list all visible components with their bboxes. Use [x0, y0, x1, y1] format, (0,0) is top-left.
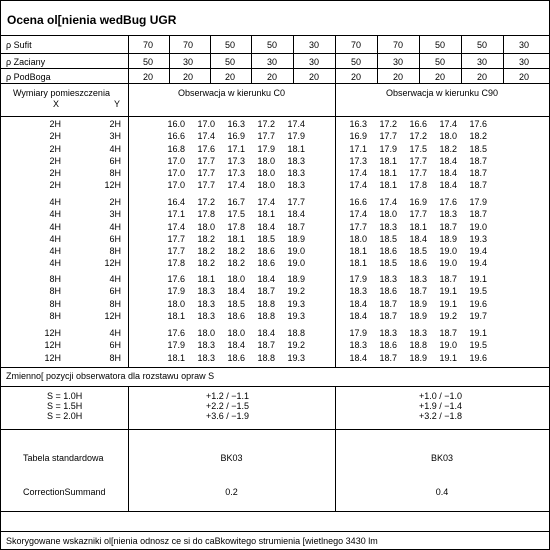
room-y-cell: 4H [109, 328, 121, 338]
reflectance-label: ρ Zaciany [6, 57, 46, 67]
c0-value-cell: 18.3 [287, 180, 305, 191]
reflectance-value: 20 [350, 72, 361, 82]
reflectance-value: 20 [308, 72, 319, 82]
c0-value-cell: 18.9 [287, 274, 305, 284]
c90-value-cell: 19.1 [439, 298, 457, 309]
c90-value-cell: 18.7 [379, 310, 397, 321]
room-x-cell: 2H [49, 155, 61, 166]
reflectance-value: 70 [392, 40, 403, 50]
reflectance-value: 30 [518, 40, 529, 50]
room-y-cell: 8H [109, 352, 121, 363]
reflectance-value: 30 [392, 57, 403, 67]
c90-value-cell: 18.7 [469, 180, 487, 191]
c0-value-cell: 17.0 [167, 180, 185, 191]
room-y-cell: 6H [109, 155, 121, 166]
c0-value-cell: 17.9 [257, 143, 275, 154]
c90-value-cell: 18.7 [379, 298, 397, 309]
room-x-cell: 2H [49, 180, 61, 191]
c90-value-cell: 18.0 [439, 131, 457, 142]
c0-value-cell: 17.4 [197, 131, 215, 142]
c0-value-cell: 18.2 [197, 233, 215, 244]
c90-value-cell: 17.2 [409, 131, 427, 142]
c0-value-cell: 18.2 [197, 246, 215, 256]
c90-value-cell: 18.1 [379, 180, 397, 191]
c0-value-cell: 17.6 [167, 274, 185, 284]
reflectance-value: 50 [434, 57, 445, 67]
c0-value-cell: 18.1 [227, 233, 245, 244]
c0-value-cell: 17.2 [197, 197, 215, 207]
c0-value-cell: 16.9 [227, 131, 245, 142]
c0-value-cell: 17.8 [167, 258, 185, 269]
c90-value-cell: 17.7 [409, 155, 427, 166]
c0-value-cell: 18.2 [227, 258, 245, 269]
c0-value-cell: 18.4 [257, 221, 275, 232]
c0-value-cell: 18.3 [197, 286, 215, 297]
c90-value-cell: 19.6 [469, 352, 487, 363]
c0-value-cell: 17.7 [167, 246, 185, 256]
c0-value-cell: 17.6 [197, 143, 215, 154]
spacing-label: S = 1.0H [47, 391, 83, 401]
c0-value-cell: 17.0 [167, 155, 185, 166]
c0-value-cell: 17.4 [287, 119, 305, 129]
c90-value-cell: 19.6 [469, 298, 487, 309]
c90-value-cell: 18.4 [349, 352, 367, 363]
c90-value-cell: 18.5 [379, 233, 397, 244]
c90-value-cell: 18.4 [439, 180, 457, 191]
reflectance-value: 20 [224, 72, 235, 82]
c90-value-cell: 17.9 [379, 143, 397, 154]
room-x-cell: 4H [49, 258, 61, 269]
c90-value-cell: 19.2 [439, 310, 457, 321]
room-y-cell: 3H [109, 209, 121, 220]
c0-value-cell: 19.3 [287, 352, 305, 363]
correction-label: CorrectionSummand [23, 487, 106, 497]
room-y-cell: 12H [104, 258, 121, 269]
c90-value-cell: 18.3 [379, 328, 397, 338]
c90-value-cell: 18.6 [379, 340, 397, 351]
reflectance-label: ρ Sufit [6, 40, 32, 50]
c0-value-cell: 17.4 [257, 197, 275, 207]
room-y-cell: 12H [104, 180, 121, 191]
c0-value-cell: 17.1 [167, 209, 185, 220]
c0-value-cell: 18.8 [257, 352, 275, 363]
spacing-c0: +3.6 / −1.9 [206, 411, 250, 421]
c90-value-cell: 18.7 [409, 286, 427, 297]
reflectance-value: 20 [518, 72, 529, 82]
reflectance-value: 20 [182, 72, 193, 82]
c0-value-cell: 18.0 [227, 274, 245, 284]
c90-value-cell: 18.1 [379, 168, 397, 178]
reflectance-value: 30 [182, 57, 193, 67]
c90-value-cell: 16.6 [409, 119, 427, 129]
c90-value-cell: 18.3 [439, 209, 457, 220]
section-divider [335, 83, 336, 367]
c0-value-cell: 17.6 [167, 328, 185, 338]
c90-value-cell: 18.4 [409, 233, 427, 244]
c90-value-cell: 19.5 [469, 286, 487, 297]
standard-table-c90: BK03 [430, 453, 454, 463]
c90-value-cell: 17.5 [409, 143, 427, 154]
c90-value-cell: 18.7 [379, 352, 397, 363]
c90-value-cell: 18.9 [409, 310, 427, 321]
page-title: Ocena ol[nienia wedBug UGR [7, 13, 177, 27]
c0-value-cell: 18.8 [257, 298, 275, 309]
room-x-cell: 2H [49, 168, 61, 178]
room-y-cell: 8H [109, 168, 121, 178]
c90-value-cell: 17.3 [349, 155, 367, 166]
room-y-cell: 4H [109, 143, 121, 154]
c0-value-cell: 18.7 [257, 340, 275, 351]
row-divider [1, 53, 549, 54]
c0-value-cell: 18.6 [227, 310, 245, 321]
c0-value-cell: 18.0 [227, 328, 245, 338]
room-y-cell: 12H [104, 310, 121, 321]
c90-value-cell: 17.4 [349, 168, 367, 178]
room-x-cell: 12H [44, 352, 61, 363]
c90-value-cell: 18.7 [469, 155, 487, 166]
c90-value-cell: 17.4 [349, 209, 367, 220]
c90-value-cell: 18.4 [349, 310, 367, 321]
room-y-cell: 6H [109, 286, 121, 297]
reflectance-value: 50 [266, 40, 277, 50]
room-x-cell: 2H [49, 131, 61, 142]
room-x-cell: 4H [49, 221, 61, 232]
c90-value-cell: 18.9 [439, 233, 457, 244]
c0-value-cell: 18.0 [197, 328, 215, 338]
y-label: Y [114, 99, 121, 109]
reflectance-value: 70 [350, 40, 361, 50]
c90-value-cell: 17.9 [469, 197, 487, 207]
c0-value-cell: 18.4 [257, 274, 275, 284]
room-x-cell: 8H [49, 286, 61, 297]
c0-value-cell: 18.1 [167, 352, 185, 363]
c0-value-cell: 17.3 [227, 155, 245, 166]
c0-value-cell: 18.5 [227, 298, 245, 309]
c0-value-cell: 17.8 [227, 221, 245, 232]
c0-value-cell: 18.3 [287, 155, 305, 166]
reflectance-value: 50 [224, 40, 235, 50]
c90-value-cell: 18.7 [469, 168, 487, 178]
room-y-cell: 3H [109, 131, 121, 142]
row-divider [1, 511, 549, 512]
c0-value-cell: 19.3 [287, 310, 305, 321]
c0-value-cell: 17.3 [227, 168, 245, 178]
c0-value-cell: 17.2 [257, 119, 275, 129]
c90-value-cell: 16.6 [349, 197, 367, 207]
c90-value-cell: 18.2 [469, 131, 487, 142]
c90-value-cell: 17.2 [379, 119, 397, 129]
c0-value-cell: 17.9 [287, 131, 305, 142]
c90-value-cell: 17.4 [379, 197, 397, 207]
c90-value-cell: 17.7 [379, 131, 397, 142]
c0-value-cell: 18.4 [287, 209, 305, 220]
c90-value-cell: 18.9 [409, 352, 427, 363]
c90-value-cell: 18.6 [379, 286, 397, 297]
spacing-label: S = 2.0H [47, 411, 83, 421]
c0-value-cell: 18.1 [197, 274, 215, 284]
c90-value-cell: 19.0 [439, 258, 457, 269]
room-y-cell: 6H [109, 340, 121, 351]
reflectance-value: 20 [476, 72, 487, 82]
c0-value-cell: 16.3 [227, 119, 245, 129]
c0-value-cell: 18.6 [257, 246, 275, 256]
c90-value-cell: 18.7 [469, 209, 487, 220]
c0-value-cell: 16.6 [167, 131, 185, 142]
c0-value-cell: 18.3 [197, 340, 215, 351]
c90-value-cell: 18.4 [439, 168, 457, 178]
c0-value-cell: 17.4 [167, 221, 185, 232]
c0-value-cell: 16.0 [167, 119, 185, 129]
room-x-cell: 2H [49, 143, 61, 154]
spacing-label: S = 1.5H [47, 401, 83, 411]
c0-value-cell: 17.9 [167, 340, 185, 351]
c0-value-cell: 17.7 [167, 233, 185, 244]
room-x-cell: 12H [44, 328, 61, 338]
c0-value-cell: 17.7 [197, 155, 215, 166]
c0-value-cell: 19.0 [287, 258, 305, 269]
c90-value-cell: 19.1 [469, 328, 487, 338]
c0-value-cell: 18.9 [287, 233, 305, 244]
c90-value-cell: 19.7 [469, 310, 487, 321]
spacing-c90: +1.9 / −1.4 [419, 401, 463, 411]
c90-value-cell: 18.5 [379, 258, 397, 269]
c0-value-cell: 18.0 [257, 180, 275, 191]
c0-value-cell: 18.7 [257, 286, 275, 297]
standard-table-label: Tabela standardowa [23, 453, 104, 463]
room-x-cell: 8H [49, 274, 61, 284]
row-divider [1, 429, 549, 430]
c90-value-cell: 18.3 [379, 274, 397, 284]
c0-header: Obserwacja w kierunku C0 [177, 88, 286, 98]
c0-value-cell: 17.7 [257, 131, 275, 142]
x-label: X [53, 99, 60, 109]
reflectance-value: 50 [224, 57, 235, 67]
c0-value-cell: 18.8 [287, 328, 305, 338]
row-divider [1, 83, 549, 84]
c90-value-cell: 18.3 [379, 221, 397, 232]
c90-value-cell: 17.1 [349, 143, 367, 154]
c90-value-cell: 18.9 [409, 298, 427, 309]
room-x-cell: 12H [44, 340, 61, 351]
observer-note: Zmienno[ pozycji obserwatora dla rozstawu opraw S [6, 371, 215, 381]
c90-value-cell: 18.3 [409, 274, 427, 284]
c0-value-cell: 19.2 [287, 286, 305, 297]
row-divider [1, 367, 549, 368]
c0-value-cell: 17.0 [197, 119, 215, 129]
room-y-cell: 6H [109, 233, 121, 244]
c90-value-cell: 17.7 [409, 168, 427, 178]
section-divider [128, 83, 129, 367]
c0-value-cell: 18.8 [257, 310, 275, 321]
c0-value-cell: 18.6 [257, 258, 275, 269]
reflectance-value: 50 [434, 40, 445, 50]
spacing-c90: +3.2 / −1.8 [419, 411, 463, 421]
c90-value-cell: 19.4 [469, 246, 487, 256]
c90-value-cell: 18.5 [409, 246, 427, 256]
c90-value-cell: 19.0 [439, 340, 457, 351]
spacing-c90: +1.0 / −1.0 [419, 391, 463, 401]
c0-value-cell: 18.0 [167, 298, 185, 309]
c90-value-cell: 18.2 [439, 143, 457, 154]
room-y-cell: 2H [109, 119, 121, 129]
reflectance-value: 30 [476, 57, 487, 67]
c0-value-cell: 18.1 [287, 143, 305, 154]
reflectance-value: 30 [266, 57, 277, 67]
reflectance-value: 50 [142, 57, 153, 67]
c90-value-cell: 19.3 [469, 233, 487, 244]
c0-value-cell: 17.7 [197, 168, 215, 178]
c0-value-cell: 18.2 [197, 258, 215, 269]
reflectance-value: 30 [518, 57, 529, 67]
c0-value-cell: 19.3 [287, 298, 305, 309]
c0-value-cell: 18.7 [287, 221, 305, 232]
c90-value-cell: 17.7 [349, 221, 367, 232]
row-divider [1, 531, 549, 532]
c90-value-cell: 17.9 [349, 328, 367, 338]
c90-value-cell: 18.1 [379, 155, 397, 166]
reflectance-label: ρ PodBoga [6, 72, 51, 82]
c0-value-cell: 18.3 [197, 310, 215, 321]
c0-value-cell: 18.2 [227, 246, 245, 256]
c90-value-cell: 18.6 [379, 246, 397, 256]
c90-value-cell: 16.9 [409, 197, 427, 207]
c90-value-cell: 18.5 [469, 143, 487, 154]
c0-value-cell: 19.2 [287, 340, 305, 351]
c90-value-cell: 19.1 [439, 286, 457, 297]
c0-value-cell: 18.0 [257, 168, 275, 178]
c0-value-cell: 18.1 [257, 209, 275, 220]
c0-value-cell: 18.3 [287, 168, 305, 178]
c0-value-cell: 18.4 [227, 286, 245, 297]
c0-value-cell: 17.4 [227, 180, 245, 191]
reflectance-value: 20 [142, 72, 153, 82]
reflectance-value: 70 [182, 40, 193, 50]
c0-value-cell: 18.6 [227, 352, 245, 363]
c0-value-cell: 18.0 [197, 221, 215, 232]
c0-value-cell: 17.9 [167, 286, 185, 297]
correction-c0: 0.2 [225, 487, 238, 497]
c0-value-cell: 16.4 [167, 197, 185, 207]
row-divider [1, 116, 549, 117]
c90-value-cell: 16.3 [349, 119, 367, 129]
c90-value-cell: 17.6 [469, 119, 487, 129]
row-divider [1, 386, 549, 387]
room-y-cell: 2H [109, 197, 121, 207]
c90-value-cell: 19.1 [469, 274, 487, 284]
reflectance-value: 20 [392, 72, 403, 82]
reflectance-value: 70 [142, 40, 153, 50]
footer-note: Skorygowane wskazniki ol[nienia odnosz ce si do caBkowitego strumienia [wietlnego 3430 lm [6, 536, 378, 546]
row-divider [1, 68, 549, 69]
room-x-cell: 4H [49, 209, 61, 220]
c90-value-cell: 19.5 [469, 340, 487, 351]
c90-value-cell: 16.9 [349, 131, 367, 142]
room-x-cell: 8H [49, 310, 61, 321]
spacing-c0: +2.2 / −1.5 [206, 401, 250, 411]
reflectance-value: 30 [308, 57, 319, 67]
c90-value-cell: 17.4 [349, 180, 367, 191]
c90-value-cell: 18.3 [409, 328, 427, 338]
room-x-cell: 4H [49, 246, 61, 256]
c90-header: Obserwacja w kierunku C90 [385, 88, 499, 98]
c90-value-cell: 18.3 [349, 286, 367, 297]
c0-value-cell: 18.3 [197, 298, 215, 309]
room-x-cell: 2H [49, 119, 61, 129]
c90-value-cell: 18.8 [409, 340, 427, 351]
reflectance-value: 50 [476, 40, 487, 50]
c90-value-cell: 18.1 [349, 258, 367, 269]
room-x-cell: 8H [49, 298, 61, 309]
c90-value-cell: 18.3 [349, 340, 367, 351]
c90-value-cell: 17.4 [439, 119, 457, 129]
c0-value-cell: 17.8 [197, 209, 215, 220]
c0-value-cell: 18.5 [257, 233, 275, 244]
c0-value-cell: 16.7 [227, 197, 245, 207]
c90-value-cell: 18.4 [439, 155, 457, 166]
c0-value-cell: 17.0 [167, 168, 185, 178]
c90-value-cell: 18.7 [439, 328, 457, 338]
c90-value-cell: 19.0 [439, 246, 457, 256]
c90-value-cell: 18.6 [409, 258, 427, 269]
c0-value-cell: 18.3 [197, 352, 215, 363]
c90-value-cell: 18.0 [379, 209, 397, 220]
room-y-cell: 4H [109, 274, 121, 284]
c90-value-cell: 19.1 [439, 352, 457, 363]
reflectance-value: 50 [350, 57, 361, 67]
c90-value-cell: 17.9 [349, 274, 367, 284]
c90-value-cell: 18.0 [349, 233, 367, 244]
c0-value-cell: 19.0 [287, 246, 305, 256]
c90-value-cell: 18.4 [349, 298, 367, 309]
c90-value-cell: 17.8 [409, 180, 427, 191]
c0-value-cell: 17.7 [287, 197, 305, 207]
c0-value-cell: 18.1 [167, 310, 185, 321]
spacing-c0: +1.2 / −1.1 [206, 391, 250, 401]
standard-table-c0: BK03 [220, 453, 243, 463]
reflectance-value: 30 [308, 40, 319, 50]
reflectance-value: 20 [266, 72, 277, 82]
c90-value-cell: 19.0 [469, 221, 487, 232]
correction-c90: 0.4 [435, 487, 449, 497]
c90-value-cell: 18.7 [439, 221, 457, 232]
c0-value-cell: 17.7 [197, 180, 215, 191]
c0-value-cell: 17.5 [227, 209, 245, 220]
dimensions-label: Wymiary pomieszczenia [13, 88, 110, 98]
c0-value-cell: 17.1 [227, 143, 245, 154]
c0-value-cell: 16.8 [167, 143, 185, 154]
row-divider [1, 35, 549, 36]
room-x-cell: 4H [49, 197, 61, 207]
room-x-cell: 4H [49, 233, 61, 244]
c0-value-cell: 18.0 [257, 155, 275, 166]
room-y-cell: 8H [109, 298, 121, 309]
room-y-cell: 8H [109, 246, 121, 256]
c90-value-cell: 18.7 [439, 274, 457, 284]
reflectance-value: 20 [434, 72, 445, 82]
c90-value-cell: 17.7 [409, 209, 427, 220]
c90-value-cell: 17.6 [439, 197, 457, 207]
c0-value-cell: 18.4 [227, 340, 245, 351]
c90-value-cell: 19.4 [469, 258, 487, 269]
c90-value-cell: 18.1 [409, 221, 427, 232]
room-y-cell: 4H [109, 221, 121, 232]
c0-value-cell: 18.4 [257, 328, 275, 338]
c90-value-cell: 18.1 [349, 246, 367, 256]
